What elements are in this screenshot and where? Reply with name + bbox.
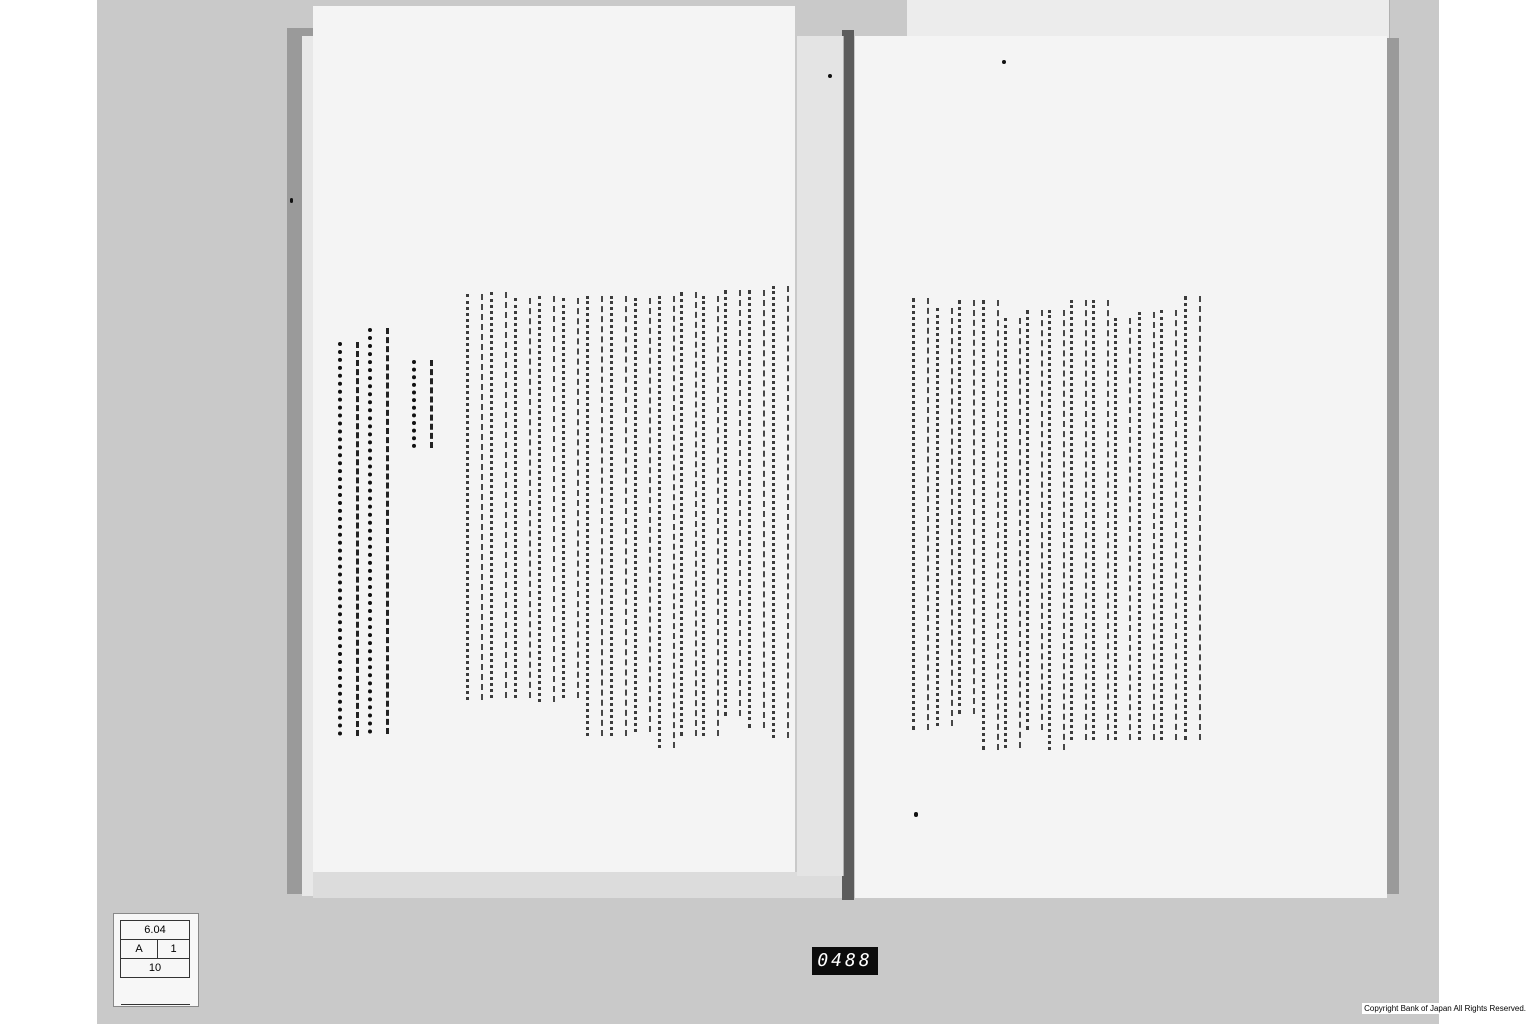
paper-speck <box>914 812 918 817</box>
archive-reference-label <box>113 913 199 1007</box>
left-page-bottom-edge <box>313 872 850 898</box>
frame-counter: 0488 <box>812 947 878 975</box>
reference-table <box>120 920 190 1005</box>
reference-volume: 1 <box>158 940 190 959</box>
left-page-right-strip <box>797 36 844 876</box>
heading-mark <box>412 360 433 448</box>
right-page-top-stack <box>907 0 1390 40</box>
paper-speck <box>828 74 832 78</box>
right-cover <box>1387 38 1399 894</box>
paper-speck <box>290 198 293 203</box>
signature-line-1 <box>368 328 389 734</box>
reference-series: A <box>121 940 158 959</box>
reference-blank-row <box>121 978 190 1005</box>
paper-speck <box>1002 60 1006 64</box>
reference-item: 10 <box>121 959 190 978</box>
copyright-notice: Copyright Bank of Japan All Rights Reserved. <box>1364 1004 1526 1013</box>
signature-line-2 <box>338 342 359 736</box>
reference-code: 6.04 <box>121 921 190 940</box>
scanned-document-photo <box>97 0 1439 1024</box>
